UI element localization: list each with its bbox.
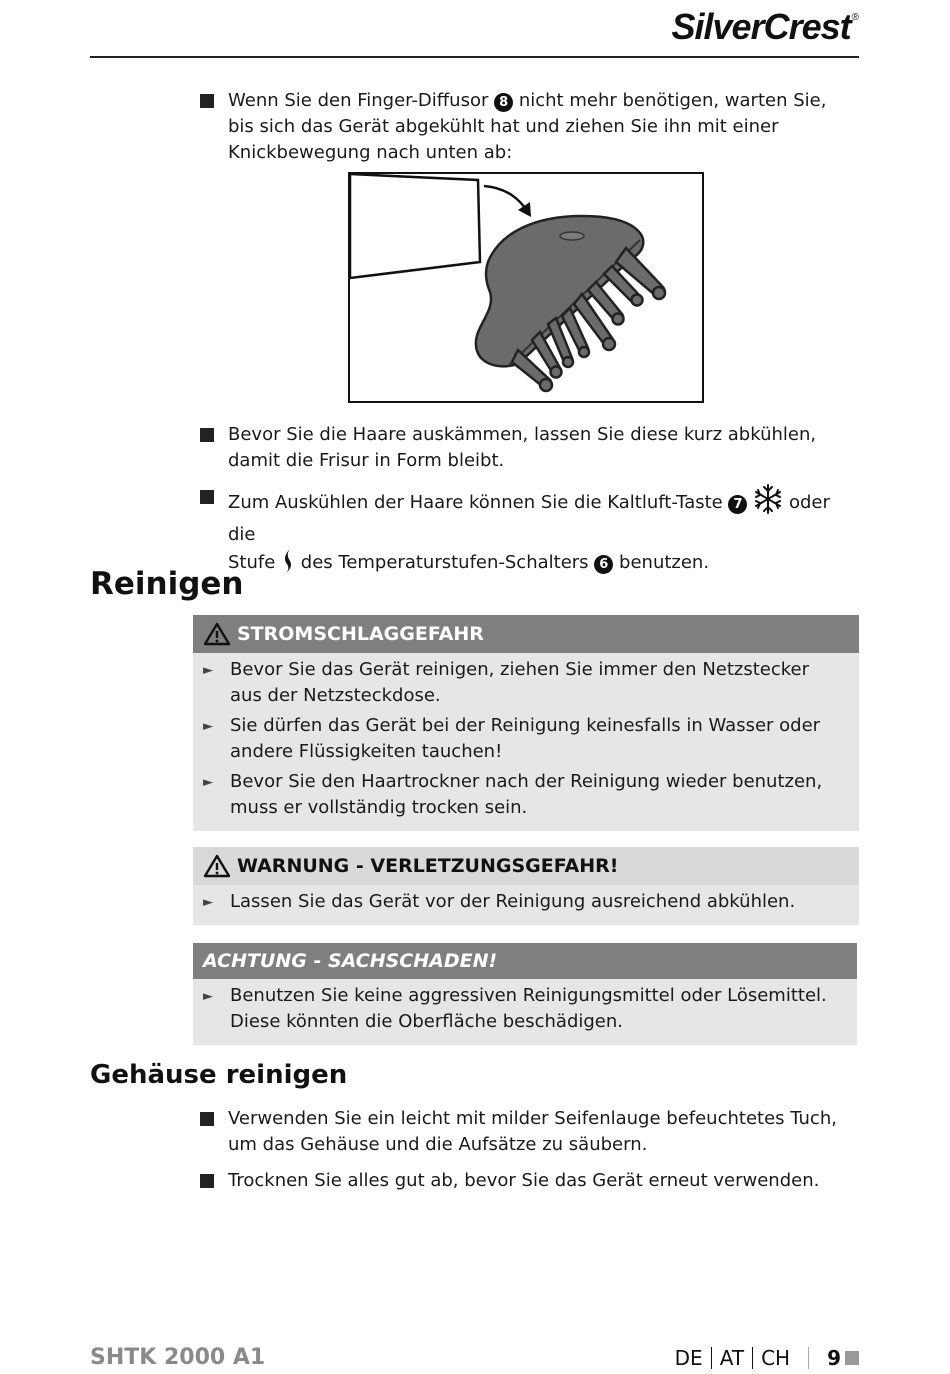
page-square-icon xyxy=(845,1351,859,1365)
property-damage-warning-box xyxy=(193,943,857,1045)
warning-triangle-icon xyxy=(203,854,231,878)
warning-body xyxy=(193,979,857,1045)
list-item: Zum Auskühlen der Haare können Sie die Kaltluft-Taste 7 oder die Stufe des Temperaturstufen-Schalters 6 benutzen. xyxy=(200,484,852,582)
arrow-right-icon: ► xyxy=(203,719,213,734)
warning-item: ► Benutzen Sie keine aggressiven Reinigungsmittel oder Lösemittel. Diese könnten die Oberfläche beschädigen. xyxy=(203,985,827,1032)
subsection-title: Gehäuse reinigen xyxy=(90,1060,348,1090)
bullet-square-icon xyxy=(200,490,214,504)
country-at: AT xyxy=(719,1346,745,1370)
warning-triangle-icon xyxy=(203,622,231,646)
part-number-badge: 8 xyxy=(494,93,513,112)
warning-body xyxy=(193,885,859,925)
list-item: Wenn Sie den Finger-Diffusor 8 nicht mehr benötigen, warten Sie, bis sich das Gerät abgekühlt hat und ziehen Sie ihn mit einer Knickbewegung nach unten ab: xyxy=(200,88,852,166)
cold-level-icon xyxy=(281,548,295,582)
divider xyxy=(752,1347,753,1369)
arrow-right-icon: ► xyxy=(203,663,213,678)
cooling-bullet-list xyxy=(200,422,852,592)
section-title: Reinigen xyxy=(90,566,244,602)
warning-item: ► Sie dürfen das Gerät bei der Reinigung keinesfalls in Wasser oder andere Flüssigkeiten tauchen! xyxy=(203,715,821,762)
warning-item: ► Lassen Sie das Gerät vor der Reinigung ausreichend abkühlen. xyxy=(203,889,845,915)
list-item: Trocknen Sie alles gut ab, bevor Sie das Gerät erneut verwenden. xyxy=(200,1168,852,1194)
injury-warning-box xyxy=(193,847,859,925)
header-rule xyxy=(90,56,859,58)
warning-item: ► Bevor Sie den Haartrockner nach der Reinigung wieder benutzen, muss er vollständig trocken sein. xyxy=(203,771,823,818)
arrow-right-icon: ► xyxy=(203,989,213,1004)
bullet-square-icon xyxy=(200,1174,214,1188)
warning-header: ACHTUNG - SACHSCHADEN! xyxy=(193,943,857,979)
finger-diffusor-illustration xyxy=(348,172,704,403)
bullet-square-icon xyxy=(200,428,214,442)
snowflake-icon xyxy=(753,484,783,522)
brand-logo: SilverCrest® xyxy=(671,6,858,47)
divider xyxy=(711,1347,712,1369)
page-number: 9 xyxy=(827,1346,841,1370)
arrow-right-icon: ► xyxy=(203,775,213,790)
intro-bullet-list xyxy=(200,88,852,176)
warning-header: WARNUNG - VERLETZUNGSGEFAHR! xyxy=(193,847,859,885)
footer-page-info xyxy=(675,1346,859,1370)
warning-body xyxy=(193,653,859,831)
country-ch: CH xyxy=(761,1346,791,1370)
list-item: Verwenden Sie ein leicht mit milder Seifenlauge befeuchtetes Tuch, um das Gehäuse und die Aufsätze zu säubern. xyxy=(200,1106,852,1158)
cleaning-bullet-list xyxy=(200,1106,852,1204)
warning-header: STROMSCHLAGGEFAHR xyxy=(193,615,859,653)
country-de: DE xyxy=(674,1346,703,1370)
warning-item: ► Bevor Sie das Gerät reinigen, ziehen Sie immer den Netzstecker aus der Netzsteckdose. xyxy=(203,659,810,706)
electric-shock-warning-box xyxy=(193,615,859,831)
footer-model: SHTK 2000 A1 xyxy=(90,1345,266,1370)
list-item: Bevor Sie die Haare auskämmen, lassen Sie diese kurz abkühlen, damit die Frisur in Form bleibt. xyxy=(200,422,852,474)
diffusor-removal-icon xyxy=(350,174,702,401)
bullet-square-icon xyxy=(200,1112,214,1126)
arrow-right-icon: ► xyxy=(203,895,213,910)
bullet-square-icon xyxy=(200,94,214,108)
divider xyxy=(808,1347,809,1369)
part-number-badge: 7 xyxy=(728,495,747,514)
part-number-badge: 6 xyxy=(594,555,613,574)
